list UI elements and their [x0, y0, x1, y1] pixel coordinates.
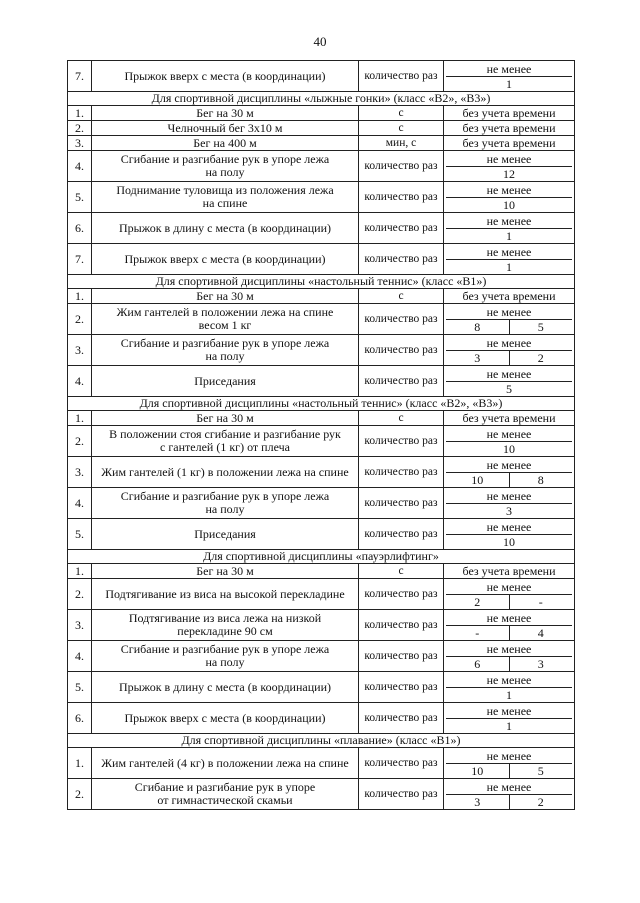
exercise-name: Бег на 30 м: [92, 289, 359, 304]
norm-value-item: 10: [471, 472, 484, 487]
norm-value: [444, 426, 575, 457]
exercise-name: Прыжок вверх с места (в координации): [92, 244, 359, 275]
table-row: [68, 579, 575, 610]
row-number: 2.: [68, 779, 92, 810]
norm-value-block: [446, 183, 572, 212]
norm-value: без учета времени: [444, 289, 575, 304]
exercise-name: Бег на 30 м: [92, 411, 359, 426]
table-row: [68, 610, 575, 641]
norm-label: не менее: [446, 183, 572, 198]
norm-value-item: 3: [509, 657, 573, 671]
row-number: 3.: [68, 335, 92, 366]
norm-label: не менее: [446, 780, 572, 795]
norm-label: не менее: [446, 152, 572, 167]
measure-unit: с: [359, 411, 444, 426]
section-header-row: [68, 92, 575, 106]
norm-value: [444, 779, 575, 810]
exercise-name: Сгибание и разгибание рук в упоре от гимнастической скамьи: [92, 779, 359, 810]
norm-label: не менее: [446, 520, 572, 535]
exercise-name: В положении стоя сгибание и разгибание рук с гантелей (1 кг) от плеча: [92, 426, 359, 457]
norm-label: не менее: [446, 580, 572, 595]
table-row: [68, 289, 575, 304]
row-number: 5.: [68, 519, 92, 550]
norm-values: [446, 77, 572, 91]
norm-values: [446, 535, 572, 549]
measure-unit: количество раз: [359, 366, 444, 397]
norm-value-item: 3: [474, 350, 481, 365]
norm-value-item: 1: [506, 718, 512, 733]
row-number: 4.: [68, 641, 92, 672]
measure-unit: количество раз: [359, 61, 444, 92]
norm-value: [444, 519, 575, 550]
norm-value-block: [446, 611, 572, 640]
norm-value-block: [446, 642, 572, 671]
norm-value-item: 12: [503, 166, 515, 181]
norm-label: не менее: [446, 749, 572, 764]
norm-value-item: 2: [474, 594, 481, 609]
exercise-name: Жим гантелей (4 кг) в положении лежа на спине: [92, 748, 359, 779]
norm-label: не менее: [446, 245, 572, 260]
norm-label: не менее: [446, 458, 572, 473]
norm-label: не менее: [446, 611, 572, 626]
exercise-name: Прыжок в длину с места (в координации): [92, 213, 359, 244]
section-header-row: [68, 275, 575, 289]
norm-values: [446, 351, 572, 365]
exercise-name: Челночный бег 3х10 м: [92, 121, 359, 136]
measure-unit: количество раз: [359, 151, 444, 182]
row-number: 4.: [68, 151, 92, 182]
norm-label: не менее: [446, 673, 572, 688]
norm-label: не менее: [446, 305, 572, 320]
norm-label: не менее: [446, 62, 572, 77]
exercise-name: Прыжок вверх с места (в координации): [92, 703, 359, 734]
norm-value: без учета времени: [444, 121, 575, 136]
norm-label: не менее: [446, 704, 572, 719]
measure-unit: с: [359, 289, 444, 304]
norm-value-item: -: [509, 595, 573, 609]
norm-label: не менее: [446, 214, 572, 229]
norm-value: [444, 151, 575, 182]
norm-value: [444, 672, 575, 703]
norm-value: без учета времени: [444, 136, 575, 151]
table-row: [68, 564, 575, 579]
norm-values: [446, 719, 572, 733]
measure-unit: с: [359, 106, 444, 121]
norm-values: [446, 657, 572, 671]
measure-unit: количество раз: [359, 703, 444, 734]
norm-value: [444, 703, 575, 734]
norm-value: [444, 748, 575, 779]
section-header-row: [68, 397, 575, 411]
table-row: [68, 426, 575, 457]
norm-value-item: 2: [509, 351, 573, 365]
norm-values: [446, 382, 572, 396]
row-number: 5.: [68, 182, 92, 213]
section-header-row: [68, 550, 575, 564]
norm-values: [446, 688, 572, 702]
norms-table: [67, 60, 575, 810]
section-title: Для спортивной дисциплины «пауэрлифтинг»: [68, 550, 575, 564]
norm-values: [446, 473, 572, 487]
norm-value-block: [446, 245, 572, 274]
norm-value: [444, 244, 575, 275]
norm-value: [444, 213, 575, 244]
norm-value-block: [446, 749, 572, 778]
table-row: [68, 151, 575, 182]
measure-unit: количество раз: [359, 426, 444, 457]
norm-values: [446, 260, 572, 274]
norm-value-item: 1: [506, 259, 512, 274]
norm-values: [446, 764, 572, 778]
row-number: 4.: [68, 366, 92, 397]
exercise-name: Поднимание туловища из положения лежа на спине: [92, 182, 359, 213]
table-row: [68, 136, 575, 151]
norm-value-item: 8: [474, 319, 481, 334]
norm-label: не менее: [446, 336, 572, 351]
measure-unit: с: [359, 564, 444, 579]
norm-value: [444, 304, 575, 335]
section-title: Для спортивной дисциплины «настольный теннис» (класс «В2», «В3»): [68, 397, 575, 411]
exercise-name: Бег на 30 м: [92, 564, 359, 579]
norm-value-item: -: [475, 625, 480, 640]
norm-values: [446, 320, 572, 334]
norm-value: без учета времени: [444, 411, 575, 426]
measure-unit: количество раз: [359, 244, 444, 275]
page-number: 40: [313, 34, 327, 49]
measure-unit: количество раз: [359, 457, 444, 488]
norm-values: [446, 626, 572, 640]
measure-unit: количество раз: [359, 335, 444, 366]
table-row: [68, 703, 575, 734]
exercise-name: Сгибание и разгибание рук в упоре лежа на полу: [92, 488, 359, 519]
row-number: 1.: [68, 748, 92, 779]
row-number: 1.: [68, 106, 92, 121]
norm-value-item: 5: [509, 320, 573, 334]
row-number: 2.: [68, 579, 92, 610]
norm-value-block: [446, 62, 572, 91]
section-header-row: [68, 734, 575, 748]
norm-value-block: [446, 673, 572, 702]
table-row: [68, 366, 575, 397]
exercise-name: Жим гантелей в положении лежа на спине весом 1 кг: [92, 304, 359, 335]
row-number: 2.: [68, 304, 92, 335]
norm-value: [444, 579, 575, 610]
norm-value-block: [446, 520, 572, 549]
norm-value-item: 1: [506, 228, 512, 243]
norm-value-block: [446, 780, 572, 809]
exercise-name: Бег на 400 м: [92, 136, 359, 151]
norm-value-block: [446, 427, 572, 456]
row-number: 1.: [68, 289, 92, 304]
norm-value-block: [446, 336, 572, 365]
row-number: 3.: [68, 610, 92, 641]
norm-value-block: [446, 580, 572, 609]
measure-unit: количество раз: [359, 779, 444, 810]
norm-value: без учета времени: [444, 106, 575, 121]
norm-values: [446, 167, 572, 181]
table-row: [68, 304, 575, 335]
norm-value-block: [446, 152, 572, 181]
exercise-name: Подтягивание из виса на высокой перекладине: [92, 579, 359, 610]
table-row: [68, 519, 575, 550]
norm-value-item: 10: [503, 441, 515, 456]
norm-value-item: 1: [506, 76, 512, 91]
table-row: [68, 244, 575, 275]
exercise-name: Сгибание и разгибание рук в упоре лежа на полу: [92, 151, 359, 182]
norm-values: [446, 198, 572, 212]
norm-value: [444, 488, 575, 519]
exercise-name: Приседания: [92, 519, 359, 550]
norm-value-item: 4: [509, 626, 573, 640]
table-row: [68, 61, 575, 92]
norm-values: [446, 595, 572, 609]
measure-unit: количество раз: [359, 488, 444, 519]
measure-unit: количество раз: [359, 304, 444, 335]
row-number: 4.: [68, 488, 92, 519]
norm-label: не менее: [446, 489, 572, 504]
norm-value: [444, 641, 575, 672]
table-row: [68, 672, 575, 703]
norm-value-item: 10: [503, 197, 515, 212]
measure-unit: количество раз: [359, 641, 444, 672]
row-number: 7.: [68, 244, 92, 275]
exercise-name: Сгибание и разгибание рук в упоре лежа на полу: [92, 641, 359, 672]
measure-unit: количество раз: [359, 579, 444, 610]
norm-value-item: 3: [506, 503, 512, 518]
measure-unit: количество раз: [359, 610, 444, 641]
norm-value-block: [446, 367, 572, 396]
norm-value-item: 3: [474, 794, 481, 809]
norm-value-block: [446, 305, 572, 334]
exercise-name: Прыжок вверх с места (в координации): [92, 61, 359, 92]
norm-value: [444, 610, 575, 641]
norm-values: [446, 504, 572, 518]
norm-value-block: [446, 458, 572, 487]
measure-unit: количество раз: [359, 213, 444, 244]
exercise-name: Прыжок в длину с места (в координации): [92, 672, 359, 703]
row-number: 2.: [68, 121, 92, 136]
norm-value-item: 8: [509, 473, 573, 487]
exercise-name: Сгибание и разгибание рук в упоре лежа на полу: [92, 335, 359, 366]
norm-label: не менее: [446, 642, 572, 657]
table-row: [68, 457, 575, 488]
norm-values: [446, 442, 572, 456]
measure-unit: количество раз: [359, 672, 444, 703]
norm-value-item: 2: [509, 795, 573, 809]
table-row: [68, 779, 575, 810]
table-row: [68, 641, 575, 672]
measure-unit: количество раз: [359, 182, 444, 213]
section-title: Для спортивной дисциплины «лыжные гонки» (класс «В2», «В3»): [68, 92, 575, 106]
norm-value-item: 1: [506, 687, 512, 702]
measure-unit: количество раз: [359, 519, 444, 550]
row-number: 1.: [68, 411, 92, 426]
norm-value: [444, 335, 575, 366]
table-row: [68, 335, 575, 366]
table-row: [68, 182, 575, 213]
row-number: 3.: [68, 457, 92, 488]
measure-unit: количество раз: [359, 748, 444, 779]
norm-label: не менее: [446, 367, 572, 382]
section-title: Для спортивной дисциплины «настольный теннис» (класс «В1»): [68, 275, 575, 289]
table-row: [68, 121, 575, 136]
norm-value-item: 5: [506, 381, 512, 396]
norm-value-item: 10: [471, 763, 484, 778]
norm-value: [444, 457, 575, 488]
row-number: 5.: [68, 672, 92, 703]
norm-label: не менее: [446, 427, 572, 442]
measure-unit: мин, с: [359, 136, 444, 151]
norm-value: без учета времени: [444, 564, 575, 579]
norm-value-item: 10: [503, 534, 515, 549]
norm-value: [444, 366, 575, 397]
exercise-name: Подтягивание из виса лежа на низкой перекладине 90 см: [92, 610, 359, 641]
norm-value-item: 6: [474, 656, 481, 671]
exercise-name: Приседания: [92, 366, 359, 397]
section-title: Для спортивной дисциплины «плавание» (класс «В1»): [68, 734, 575, 748]
table-row: [68, 488, 575, 519]
measure-unit: с: [359, 121, 444, 136]
row-number: 3.: [68, 136, 92, 151]
table-row: [68, 106, 575, 121]
norm-value-item: 5: [509, 764, 573, 778]
norm-value-block: [446, 489, 572, 518]
norm-value-block: [446, 214, 572, 243]
norm-values: [446, 795, 572, 809]
norm-value: [444, 61, 575, 92]
row-number: 6.: [68, 213, 92, 244]
table-row: [68, 748, 575, 779]
exercise-name: Бег на 30 м: [92, 106, 359, 121]
norms-table-body: [68, 61, 575, 810]
row-number: 6.: [68, 703, 92, 734]
row-number: 1.: [68, 564, 92, 579]
norm-value-block: [446, 704, 572, 733]
table-row: [68, 411, 575, 426]
row-number: 7.: [68, 61, 92, 92]
norm-value: [444, 182, 575, 213]
table-row: [68, 213, 575, 244]
row-number: 2.: [68, 426, 92, 457]
exercise-name: Жим гантелей (1 кг) в положении лежа на спине: [92, 457, 359, 488]
norm-values: [446, 229, 572, 243]
